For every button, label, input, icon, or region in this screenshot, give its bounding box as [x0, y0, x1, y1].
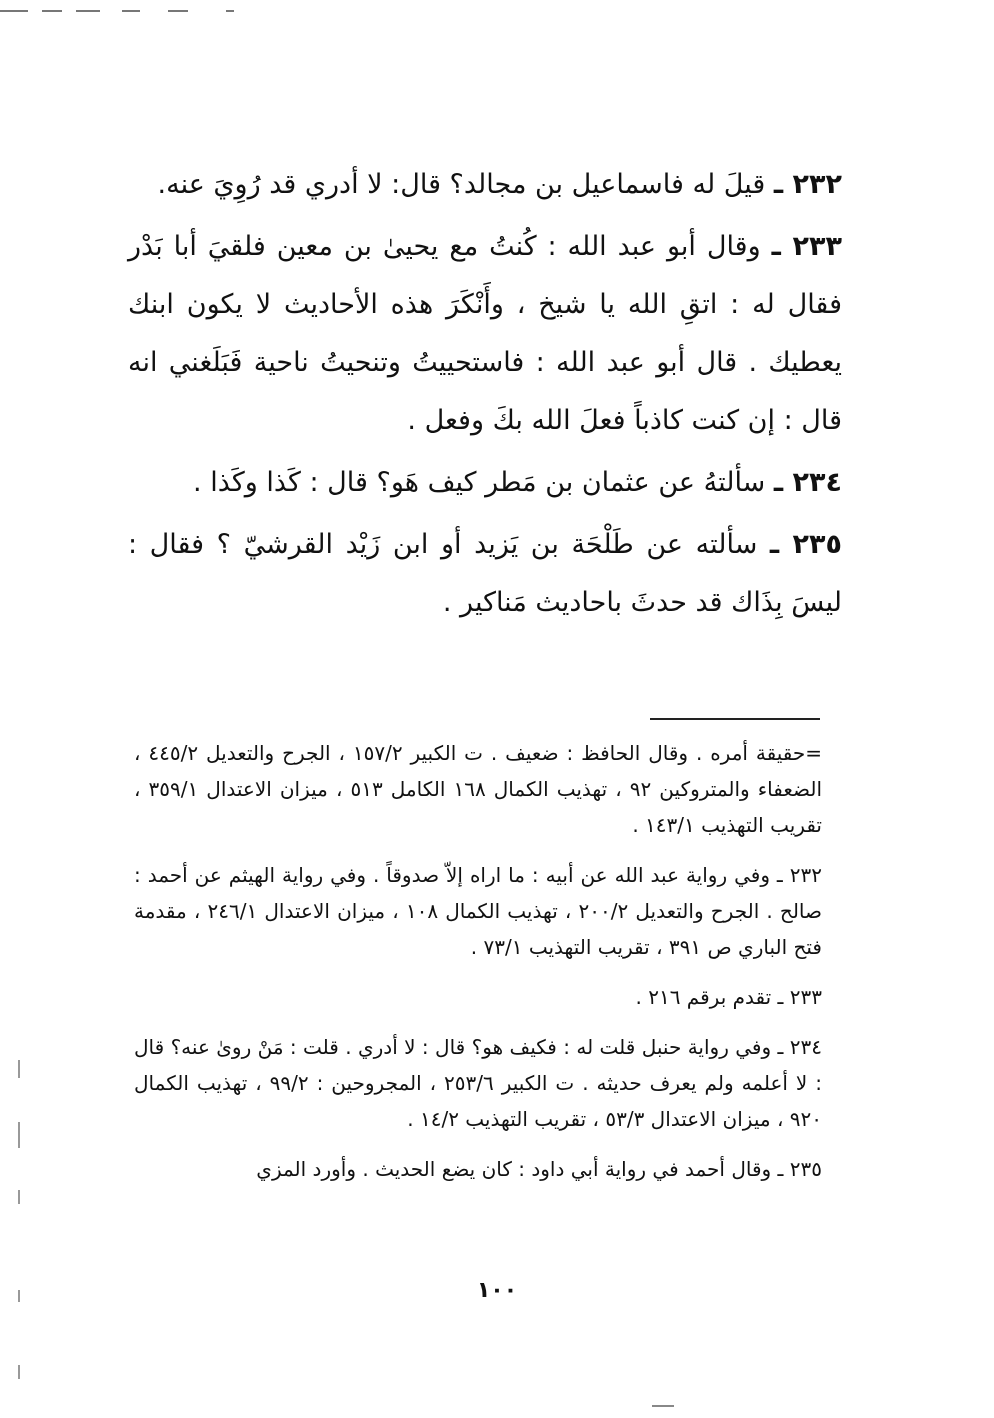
main-text [128, 156, 842, 636]
scan-mark [18, 1122, 20, 1148]
scan-bottom-mark [652, 1405, 674, 1407]
footnote-233: ٢٣٣ ـ تقدم برقم ٢١٦ . [635, 985, 822, 1009]
entry-234 [128, 454, 842, 512]
page-number: ١٠٠ [476, 1278, 518, 1303]
scan-mark [18, 1190, 20, 1204]
scan-dash [226, 10, 234, 12]
scan-dash [76, 10, 100, 12]
scan-mark [18, 1365, 20, 1379]
scan-dash [42, 10, 62, 12]
entry-number: ٢٣٣ ـ [771, 231, 842, 262]
entry-text: سألته عن طَلْحَة بن يَزيد أو ابن زَيْد القرشيّ ؟ فقال : ليسَ بِذَاك قد حدثَ باحاديث مَناكير . [128, 529, 842, 618]
footnote-232: ٢٣٢ ـ وفي رواية عبد الله عن أبيه : ما اراه إلاّ صدوقاً . وفي رواية الهيثم عن أحمد : صالح . الجرح والتعديل ٢٠٠/٢ ، تهذيب الكمال ١٠٨ ، ميزان الاعتدال ٢٤٦/١ ، مقدمة فتح الباري ص ٣٩١ ، تقريب التهذيب ٧٣/١ . [134, 863, 823, 959]
scan-dash [122, 10, 140, 12]
scan-dash [168, 10, 188, 12]
scan-edge-dashes [0, 10, 260, 16]
entry-text: وقال أبو عبد الله : كُنتُ مع يحيىٰ بن معين فلقيَ أبا بَدْر فقال له : اتقِ الله يا شيخ ، وأَنْكَرَ هذه الأحاديث لا يكون ابنك يعطيك . قال أبو عبد الله : فاستحييتُ وتنحيتُ ناحية فَبَلَغني انه قال : إن كنت كاذباً فعلَ الله بكَ وفعل . [128, 231, 842, 436]
entry-number: ٢٣٢ ـ [773, 169, 842, 200]
footnotes [134, 735, 822, 1201]
entry-text: قيلَ له فاسماعيل بن مجالد؟ قال: لا أدري قد رُوِيَ عنه. [157, 169, 766, 200]
entry-235 [128, 516, 842, 632]
footnote-continuation: =حقيقة أمره . وقال الحافظ : ضعيف . ت الكبير ١٥٧/٢ ، الجرح والتعديل ٤٤٥/٢ ، الضعفاء والمتروكين ٩٢ ، تهذيب الكمال ١٦٨ الكامل ٥١٣ ، ميزان الاعتدال ٣٥٩/١ ، تقريب التهذيب ١٤٣/١ . [134, 741, 823, 837]
scan-dash [0, 10, 28, 12]
scan-mark [18, 1060, 20, 1078]
footnote-235: ٢٣٥ ـ وقال أحمد في رواية أبي داود : كان يضع الحديث . وأورد المزي [256, 1157, 822, 1181]
scan-edge-marks [18, 1060, 22, 1400]
footnote-234: ٢٣٤ ـ وفي رواية حنبل قلت له : فكيف هو؟ قال : لا أدري . قلت : مَنْ روىٰ عنه؟ قال : لا أعلمه ولم يعرف حديثه . ت الكبير ٢٥٣/٦ ، المجروحين : ٩٩/٢ ، تهذيب الكمال ٩٢٠ ، ميزان الاعتدال ٥٣/٣ ، تقريب التهذيب ١٤/٢ . [134, 1035, 822, 1131]
entry-233 [128, 218, 842, 450]
entry-text: سألتهُ عن عثمان بن مَطر كيف هَو؟ قال : كَذا وكَذا . [193, 467, 766, 498]
entry-number: ٢٣٥ ـ [769, 529, 842, 560]
footnote-separator [650, 718, 820, 720]
entry-number: ٢٣٤ ـ [773, 467, 842, 498]
entry-232 [128, 156, 842, 214]
